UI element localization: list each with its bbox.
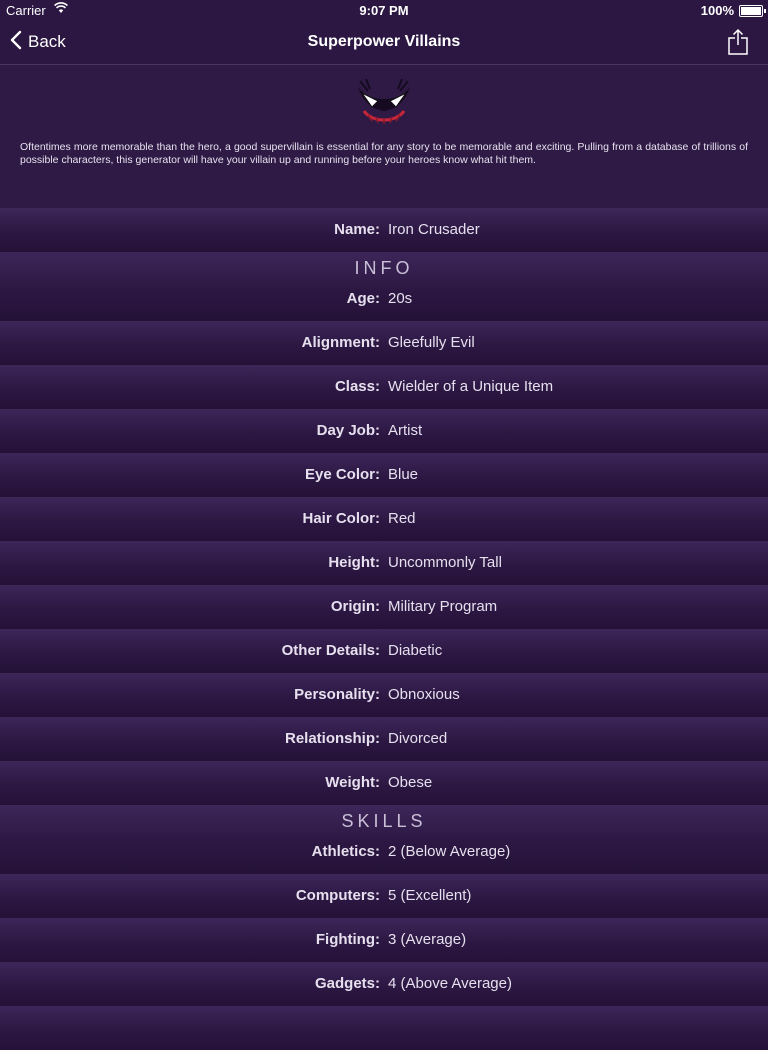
header xyxy=(0,65,768,208)
relationship-row xyxy=(0,717,768,761)
battery-icon xyxy=(739,5,763,17)
section-header-info: INFO xyxy=(354,258,414,278)
weight-row xyxy=(0,761,768,805)
origin-value: Military Program xyxy=(388,598,498,615)
personality-row xyxy=(0,673,768,717)
athletics-label: Athletics: xyxy=(311,843,380,860)
origin-row xyxy=(0,585,768,629)
age-label: Age: xyxy=(346,290,380,307)
day-job-row xyxy=(0,409,768,453)
gadgets-row xyxy=(0,962,768,1006)
eye-color-label: Eye Color: xyxy=(304,466,380,483)
eye-color-row xyxy=(0,453,768,497)
weight-label: Weight: xyxy=(325,774,380,791)
battery-percent: 100% xyxy=(700,3,734,18)
name-row xyxy=(0,208,768,252)
weight-value: Obese xyxy=(388,774,433,791)
personality-value: Obnoxious xyxy=(388,686,460,703)
alignment-value: Gleefully Evil xyxy=(388,334,475,351)
other-details-row xyxy=(0,629,768,673)
carrier-label: Carrier xyxy=(6,3,46,18)
athletics-value: 2 (Below Average) xyxy=(388,843,511,860)
intro-text: Oftentimes more memorable than the hero, a good supervillain is essential for any story to be memorable and exciting. Pulling from a database of trillions of possible characters, this generator will have your villain up and running before your heroes know what hit them. xyxy=(20,141,748,166)
status-bar xyxy=(0,0,768,20)
back-label: Back xyxy=(28,32,66,51)
other-details-label: Other Details: xyxy=(281,642,380,659)
eye-color-value: Blue xyxy=(388,466,419,483)
name-label: Name: xyxy=(334,221,380,238)
villain-details-list xyxy=(0,208,768,1050)
fighting-label: Fighting: xyxy=(315,931,380,948)
height-row xyxy=(0,541,768,585)
computers-row xyxy=(0,874,768,918)
gadgets-label: Gadgets: xyxy=(314,975,380,992)
class-label: Class: xyxy=(334,378,380,395)
section-header-skills: SKILLS xyxy=(341,811,427,831)
villain-face-logo xyxy=(352,77,416,129)
hair-color-value: Red xyxy=(388,510,416,527)
age-value: 20s xyxy=(388,290,413,307)
day-job-label: Day Job: xyxy=(316,422,380,439)
gadgets-value: 4 (Above Average) xyxy=(388,975,512,992)
navigation-bar xyxy=(0,20,768,65)
origin-label: Origin: xyxy=(330,598,380,615)
alignment-label: Alignment: xyxy=(301,334,380,351)
computers-label: Computers: xyxy=(295,887,380,904)
alignment-row xyxy=(0,321,768,365)
page-title: Superpower Villains xyxy=(307,33,461,50)
fighting-value: 3 (Average) xyxy=(388,931,467,948)
personality-label: Personality: xyxy=(294,686,380,703)
clock: 9:07 PM xyxy=(359,3,409,18)
class-row xyxy=(0,365,768,409)
skills-section-row xyxy=(0,805,768,874)
fighting-row xyxy=(0,918,768,962)
share-icon[interactable] xyxy=(726,28,750,56)
info-section-row xyxy=(0,252,768,321)
height-value: Uncommonly Tall xyxy=(388,554,502,571)
relationship-value: Divorced xyxy=(388,730,448,747)
height-label: Height: xyxy=(328,554,380,571)
class-value: Wielder of a Unique Item xyxy=(388,378,554,395)
relationship-label: Relationship: xyxy=(284,730,380,747)
partial-row xyxy=(0,1006,768,1050)
computers-value: 5 (Excellent) xyxy=(388,887,472,904)
hair-color-label: Hair Color: xyxy=(302,510,380,527)
day-job-value: Artist xyxy=(388,422,423,439)
hair-color-row xyxy=(0,497,768,541)
name-value: Iron Crusader xyxy=(388,221,480,238)
other-details-value: Diabetic xyxy=(388,642,443,659)
